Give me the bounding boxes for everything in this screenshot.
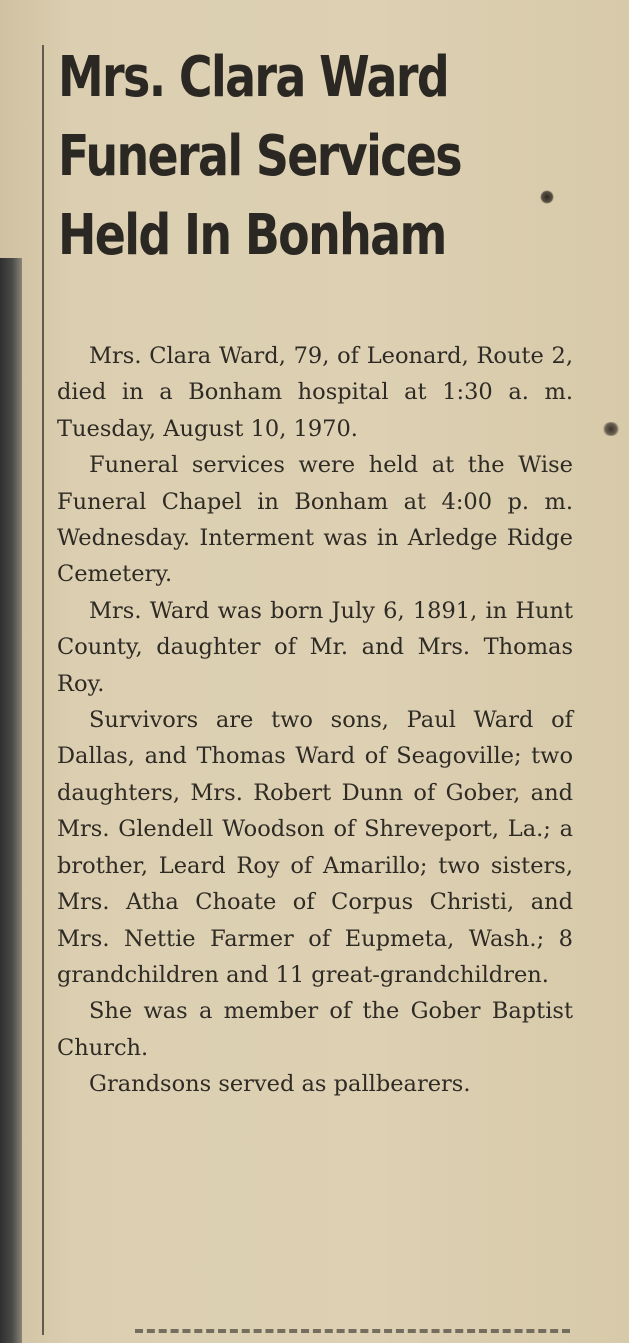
paragraph-funeral-services: Funeral services were held at the Wise Funeral Chapel in Bonham at 4:00 p. m. Wednesday. Interment was in Arledge Ridge Cemetery. <box>57 452 573 588</box>
bottom-divider <box>135 1329 570 1333</box>
column-rule <box>42 45 44 1335</box>
headline <box>58 38 461 275</box>
paper-tear-mark <box>602 422 620 436</box>
article-body <box>57 338 573 1103</box>
headline-line-1: Mrs. Clara Ward <box>58 45 449 110</box>
headline-line-3: Held In Bonham <box>58 203 446 268</box>
paragraph-birth: Mrs. Ward was born July 6, 1891, in Hunt County, daughter of Mr. and Mrs. Thomas Roy. <box>57 597 573 697</box>
adjacent-photo-edge <box>0 258 22 1343</box>
paragraph-death-notice: Mrs. Clara Ward, 79, of Leonard, Route 2, died in a Bonham hospital at 1:30 a. m. Tuesday, August 10, 1970. <box>57 343 573 442</box>
headline-line-2: Funeral Services <box>58 124 461 189</box>
paragraph-survivors: Survivors are two sons, Paul Ward of Dallas, and Thomas Ward of Seagoville; two daughters, Mrs. Robert Dunn of Gober, and Mrs. Glendell Woodson of Shreveport, La.; a brother, Leard Roy of Amarillo; two sisters, Mrs. Atha Choate of Corpus Christi, and Mrs. Nettie Farmer of Eupmeta, Wash.; 8 grandchildren and 11 great-grandchildren. <box>57 707 573 988</box>
paragraph-church: She was a member of the Gober Baptist Church. <box>57 998 573 1061</box>
pin-hole-mark <box>540 190 554 204</box>
paragraph-pallbearers: Grandsons served as pallbearers. <box>89 1071 471 1098</box>
